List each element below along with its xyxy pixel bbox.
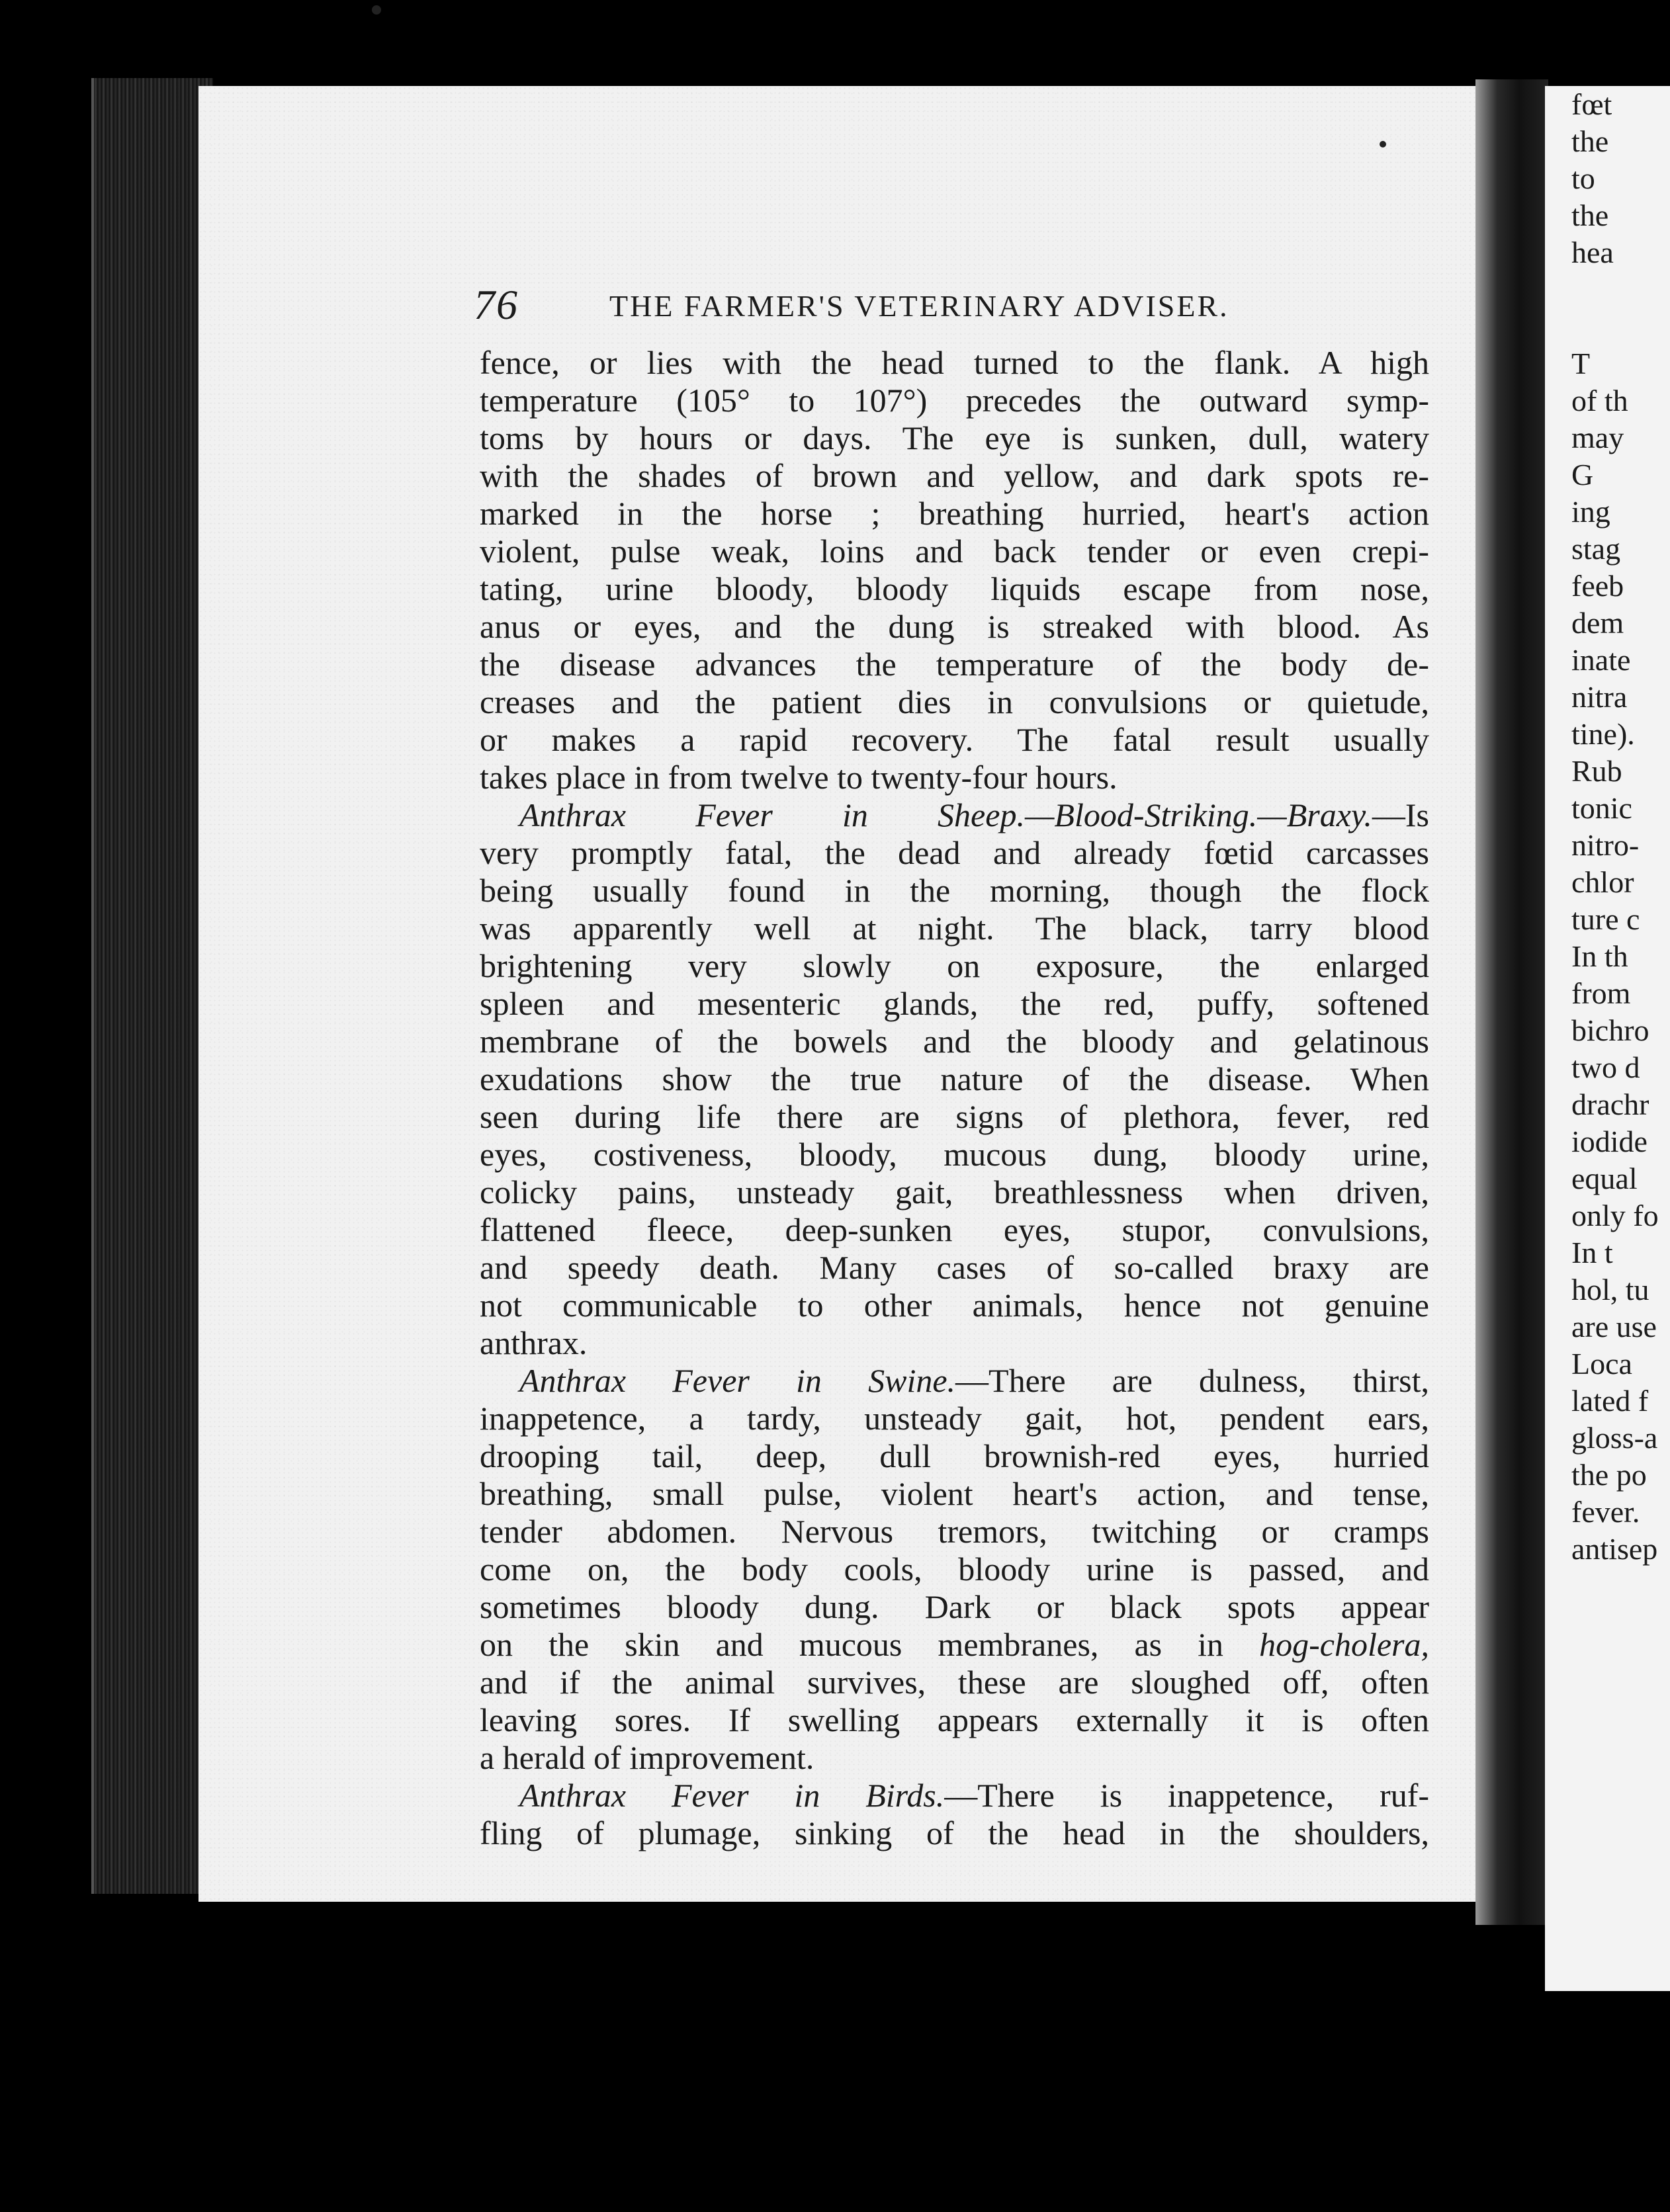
line-text: creases and the patient dies in convulsions or quietude, — [480, 683, 1429, 720]
section-heading: Anthrax Fever in Sheep.—Blood-Striking.—Braxy. — [519, 796, 1372, 833]
line-text: leaving sores. If swelling appears externally it is often — [480, 1701, 1429, 1738]
text-line — [480, 419, 1429, 457]
line-text: exudations show the true nature of the disease. When — [480, 1060, 1429, 1097]
facing-page-line: two d — [1571, 1050, 1640, 1084]
text-line — [480, 1136, 1429, 1173]
text-line — [480, 1664, 1429, 1701]
text-line — [480, 1362, 1429, 1400]
line-text: on the skin and mucous membranes, as in — [480, 1626, 1260, 1663]
line-text: breathing, small pulse, violent heart's action, and tense, — [480, 1475, 1429, 1512]
facing-page-line: dem — [1571, 606, 1624, 640]
text-line — [480, 1475, 1429, 1513]
facing-page-line: nitro- — [1571, 828, 1640, 862]
line-text: fence, or lies with the head turned to the flank. A high — [480, 344, 1429, 381]
line-text: —There is inappetence, ruf- — [944, 1777, 1430, 1814]
facing-page-line: ing — [1571, 495, 1610, 529]
line-text: and if the animal survives, these are sloughed off, often — [480, 1664, 1429, 1701]
facing-page-line: G — [1571, 458, 1594, 491]
page-header — [474, 281, 1427, 331]
text-line — [480, 1739, 1429, 1777]
text-line — [480, 1437, 1429, 1475]
line-text: drooping tail, deep, dull brownish-red eyes, hurried — [480, 1437, 1429, 1474]
facing-page-line — [1571, 308, 1670, 345]
facing-page-line: fœt — [1571, 87, 1612, 121]
facing-page-line: In t — [1571, 1236, 1613, 1269]
text-line — [480, 985, 1429, 1023]
line-text: brightening very slowly on exposure, the enlarged — [480, 947, 1429, 984]
facing-page-line: nitra — [1571, 680, 1628, 714]
text-line — [480, 1287, 1429, 1324]
line-text: fling of plumage, sinking of the head in the shoulders, — [480, 1814, 1429, 1851]
line-text: with the shades of brown and yellow, and dark spots re- — [480, 457, 1429, 494]
speck-mark — [1380, 141, 1386, 148]
text-line — [480, 608, 1429, 646]
facing-page-line: iodide — [1571, 1125, 1648, 1158]
facing-page-line: may — [1571, 421, 1624, 454]
section-heading: Anthrax Fever in Swine. — [519, 1362, 956, 1399]
line-text: inappetence, a tardy, unsteady gait, hot, pendent ears, — [480, 1400, 1429, 1437]
line-text: and speedy death. Many cases of so-called braxy are — [480, 1249, 1429, 1286]
line-text: very promptly fatal, the dead and already fœtid carcasses — [480, 834, 1429, 871]
text-line — [480, 457, 1429, 495]
line-text: come on, the body cools, bloody urine is passed, and — [480, 1551, 1429, 1588]
text-line — [480, 1551, 1429, 1588]
text-line — [480, 834, 1429, 872]
body-text — [480, 344, 1429, 1852]
facing-page-line: equal — [1571, 1162, 1638, 1195]
text-line — [480, 1400, 1429, 1437]
line-text: —There are dulness, thirst, — [955, 1362, 1429, 1399]
line-text: being usually found in the morning, though the flock — [480, 872, 1429, 909]
facing-page-line: tonic — [1571, 791, 1632, 825]
text-line — [480, 570, 1429, 608]
text-line — [480, 382, 1429, 419]
line-text: —Is — [1372, 796, 1429, 833]
line-text: toms by hours or days. The eye is sunken, dull, watery — [480, 419, 1429, 456]
text-line — [480, 1701, 1429, 1739]
facing-page-line: T — [1571, 347, 1591, 380]
line-text: tating, urine bloody, bloody liquids escape from nose, — [480, 570, 1429, 607]
text-line — [480, 1626, 1429, 1664]
text-line — [480, 1588, 1429, 1626]
line-text: colicky pains, unsteady gait, breathlessness when driven, — [480, 1173, 1429, 1211]
text-line — [480, 1324, 1429, 1362]
line-text: flattened fleece, deep-sunken eyes, stupor, convulsions, — [480, 1211, 1429, 1248]
facing-page-line: only fo — [1571, 1199, 1659, 1232]
text-line — [480, 947, 1429, 985]
facing-page-line: Rub — [1571, 754, 1622, 788]
facing-page-line: chlor — [1571, 865, 1634, 899]
facing-page — [1545, 86, 1670, 1991]
line-text: marked in the horse ; breathing hurried, heart's action — [480, 495, 1429, 532]
text-line — [480, 1173, 1429, 1211]
text-line — [480, 1777, 1429, 1814]
text-line — [480, 1023, 1429, 1060]
text-line — [480, 872, 1429, 910]
text-line — [480, 1211, 1429, 1249]
facing-page-line: hol, tu — [1571, 1273, 1649, 1306]
facing-page-line: drachr — [1571, 1087, 1649, 1121]
text-line — [480, 910, 1429, 947]
facing-page-line: inate — [1571, 643, 1631, 677]
facing-page-line: ture c — [1571, 902, 1640, 936]
text-line — [480, 1098, 1429, 1136]
line-text: was apparently well at night. The black, tarry blood — [480, 910, 1429, 947]
facing-page-line: gloss-a — [1571, 1421, 1658, 1455]
line-text: the disease advances the temperature of the body de- — [480, 646, 1429, 683]
facing-page-line: stag — [1571, 532, 1621, 566]
line-text: anthrax. — [480, 1324, 588, 1361]
facing-page-line: are use — [1571, 1310, 1657, 1343]
facing-page-line: the po — [1571, 1458, 1647, 1492]
text-line — [480, 796, 1429, 834]
text-line — [480, 683, 1429, 721]
text-line — [480, 646, 1429, 683]
text-line — [480, 721, 1429, 759]
facing-page-line: lated f — [1571, 1384, 1649, 1418]
running-title: THE FARMER'S VETERINARY ADVISER. — [609, 289, 1229, 323]
text-line — [480, 1814, 1429, 1852]
line-text: sometimes bloody dung. Dark or black spots appear — [480, 1588, 1429, 1625]
facing-page-line: the — [1571, 198, 1609, 232]
facing-page-line: feeb — [1571, 569, 1624, 603]
page-number: 76 — [474, 281, 519, 328]
line-text: eyes, costiveness, bloody, mucous dung, bloody urine, — [480, 1136, 1429, 1173]
facing-page-line: the — [1571, 124, 1609, 158]
facing-page-line: of th — [1571, 384, 1628, 417]
line-text: seen during life there are signs of plethora, fever, red — [480, 1098, 1429, 1135]
text-line — [480, 344, 1429, 382]
text-line — [480, 1513, 1429, 1551]
text-line — [480, 1249, 1429, 1287]
facing-page-line: Loca — [1571, 1347, 1632, 1381]
line-text: not communicable to other animals, hence not genuine — [480, 1287, 1429, 1324]
book-gutter — [1475, 79, 1548, 1925]
section-heading: Anthrax Fever in Birds. — [519, 1777, 945, 1814]
line-text: spleen and mesenteric glands, the red, puffy, softened — [480, 985, 1429, 1022]
text-line — [480, 1060, 1429, 1098]
book-page-edge — [91, 78, 213, 1894]
line-text: tender abdomen. Nervous tremors, twitching or cramps — [480, 1513, 1429, 1550]
facing-page-line — [1571, 271, 1670, 308]
facing-page-line: tine). — [1571, 717, 1635, 751]
text-line — [480, 495, 1429, 532]
line-text: or makes a rapid recovery. The fatal result usually — [480, 721, 1429, 758]
facing-page-line: bichro — [1571, 1013, 1649, 1047]
facing-page-line: In th — [1571, 939, 1628, 973]
facing-page-line: antisep — [1571, 1532, 1658, 1566]
line-text: violent, pulse weak, loins and back tender or even crepi- — [480, 532, 1429, 570]
line-text: a herald of improvement. — [480, 1739, 814, 1776]
italic-term: hog-cholera, — [1259, 1626, 1429, 1663]
text-line — [480, 759, 1429, 796]
text-line — [480, 532, 1429, 570]
facing-page-line: to — [1571, 161, 1595, 195]
facing-page-line: from — [1571, 976, 1631, 1010]
facing-page-text — [1571, 86, 1670, 1568]
line-text: takes place in from twelve to twenty-four hours. — [480, 759, 1118, 796]
line-text: membrane of the bowels and the bloody and gelatinous — [480, 1023, 1429, 1060]
speck-mark — [372, 5, 381, 15]
facing-page-line: hea — [1571, 235, 1614, 269]
facing-page-line: fever. — [1571, 1495, 1640, 1529]
line-text: anus or eyes, and the dung is streaked with blood. As — [480, 608, 1429, 645]
line-text: temperature (105° to 107°) precedes the outward symp- — [480, 382, 1429, 419]
